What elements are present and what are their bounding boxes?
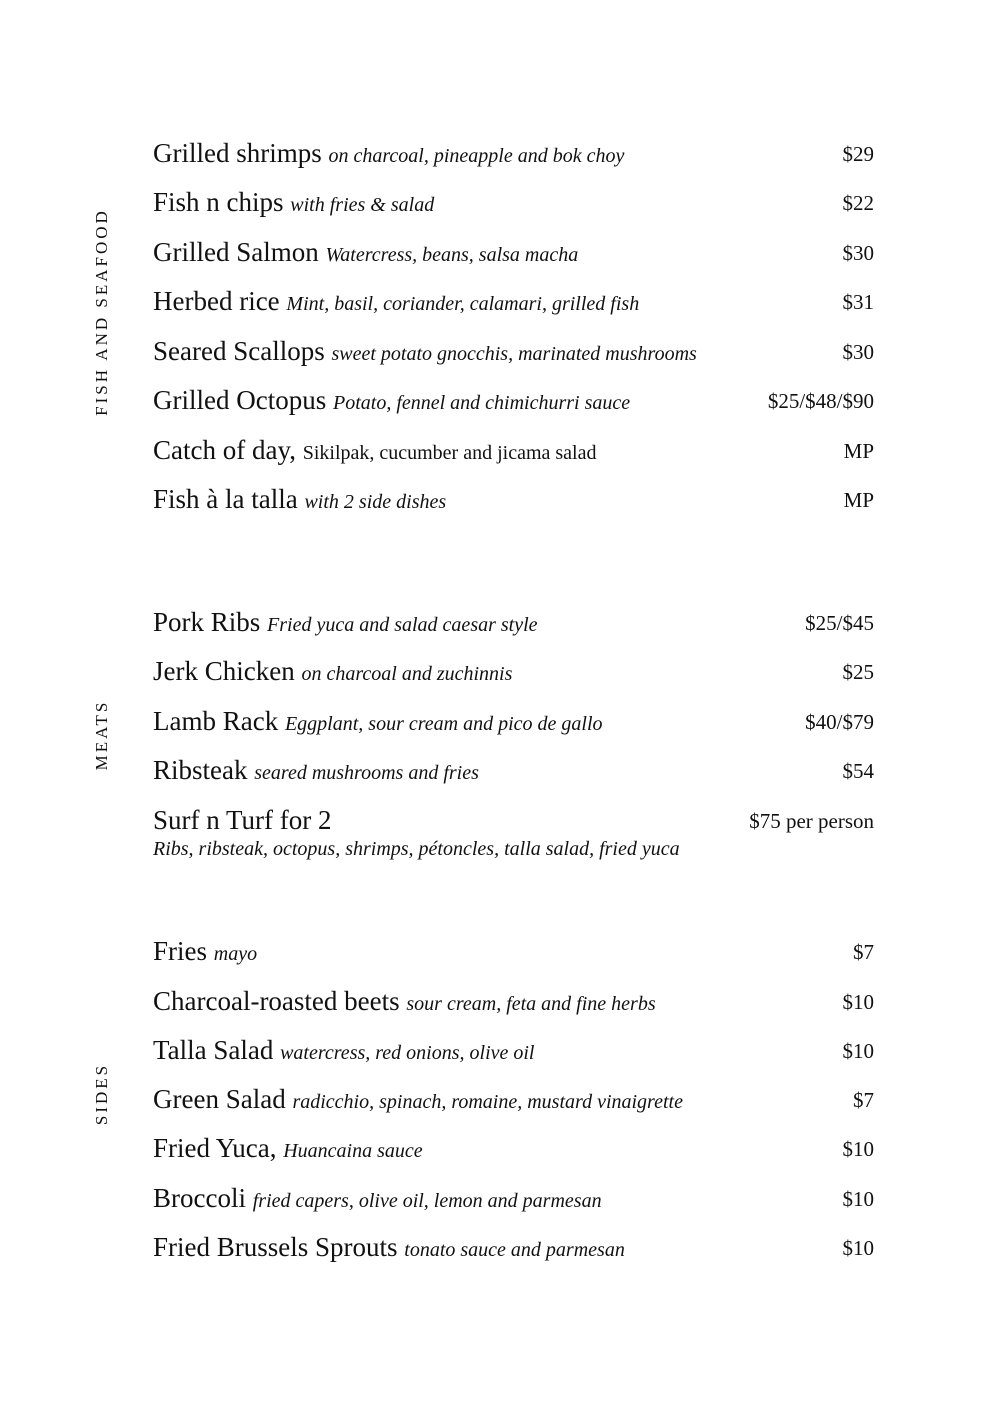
- menu-item: [153, 335, 874, 375]
- menu-item: [153, 754, 874, 794]
- item-price: $25/$48/$90: [767, 389, 874, 413]
- item-description: watercress, red onions, olive oil: [280, 1042, 535, 1064]
- item-name: Pork Ribs: [153, 607, 261, 637]
- item-name: Fish à la talla: [153, 484, 298, 514]
- menu-item: [153, 1034, 874, 1074]
- menu-item: [153, 186, 874, 226]
- menu-item: [153, 606, 874, 646]
- item-description: seared mushrooms and fries: [254, 762, 479, 784]
- item-name: Grilled shrimps: [153, 138, 322, 168]
- item-price: $10: [842, 1187, 874, 1211]
- menu-item: [153, 705, 874, 745]
- menu-item: [153, 1083, 874, 1123]
- item-name: Grilled Salmon: [153, 237, 319, 267]
- item-description: sweet potato gnocchis, marinated mushrooms: [331, 343, 697, 365]
- item-price: $25: [842, 660, 874, 684]
- item-description: Eggplant, sour cream and pico de gallo: [284, 713, 603, 735]
- item-name: Charcoal-roasted beets: [153, 986, 400, 1016]
- item-description: on charcoal, pineapple and bok choy: [328, 145, 625, 167]
- item-price: $75 per person: [749, 809, 874, 833]
- item-price: $10: [842, 1137, 874, 1161]
- item-name: Fries: [153, 936, 207, 966]
- item-price: $30: [842, 340, 874, 364]
- item-description: Sikilpak, cucumber and jicama salad: [302, 442, 597, 464]
- item-price: $30: [842, 241, 874, 265]
- item-description: Fried yuca and salad caesar style: [267, 614, 538, 636]
- menu-item: [153, 434, 874, 474]
- item-description: fried capers, olive oil, lemon and parmesan: [252, 1190, 602, 1212]
- item-price: $10: [842, 1236, 874, 1260]
- item-price: $10: [842, 1039, 874, 1063]
- item-name: Fried Yuca,: [153, 1133, 277, 1163]
- item-name: Green Salad: [153, 1084, 286, 1114]
- menu-item: [153, 137, 874, 177]
- menu-item: [153, 1231, 874, 1271]
- item-name: Broccoli: [153, 1183, 246, 1213]
- item-name: Grilled Octopus: [153, 385, 327, 415]
- menu-item: [153, 935, 874, 975]
- item-price: $7: [853, 940, 874, 964]
- item-description: tonato sauce and parmesan: [404, 1239, 625, 1261]
- item-description: Huancaina sauce: [283, 1140, 423, 1162]
- item-description: on charcoal and zuchinnis: [301, 663, 513, 685]
- menu-item: [153, 985, 874, 1025]
- section-label-meats: MEATS: [92, 699, 111, 771]
- menu-item: [153, 655, 874, 695]
- item-description: sour cream, feta and fine herbs: [406, 993, 656, 1015]
- item-name: Talla Salad: [153, 1035, 274, 1065]
- item-description: mayo: [213, 943, 258, 965]
- menu-item: [153, 1132, 874, 1172]
- item-description: Watercress, beans, salsa macha: [325, 244, 579, 266]
- item-price: $10: [842, 990, 874, 1014]
- item-name: Fish n chips: [153, 187, 284, 217]
- item-description: with 2 side dishes: [304, 491, 447, 513]
- item-price: $54: [842, 759, 874, 783]
- menu-item: [153, 384, 874, 424]
- item-description: Potato, fennel and chimichurri sauce: [332, 392, 631, 414]
- item-price: $40/$79: [805, 710, 874, 734]
- item-name: Ribsteak: [153, 755, 248, 785]
- menu-item: [153, 1182, 874, 1222]
- item-price: $31: [842, 290, 874, 314]
- item-description: radicchio, spinach, romaine, mustard vinaigrette: [292, 1091, 683, 1113]
- item-name: Jerk Chicken: [153, 656, 295, 686]
- menu-item: [153, 236, 874, 276]
- menu-item: [153, 483, 874, 523]
- item-name: Herbed rice: [153, 286, 280, 316]
- item-price: $7: [853, 1088, 874, 1112]
- item-price: MP: [843, 439, 874, 463]
- item-price: $29: [842, 142, 874, 166]
- item-price: $22: [842, 191, 874, 215]
- item-name: Seared Scallops: [153, 336, 325, 366]
- item-name: Lamb Rack: [153, 706, 279, 736]
- item-price: $25/$45: [805, 611, 874, 635]
- section-label-fish-and-seafood: FISH AND SEAFOOD: [92, 208, 111, 416]
- item-description: Mint, basil, coriander, calamari, grilled fish: [286, 293, 640, 315]
- item-price: MP: [843, 488, 874, 512]
- item-name: Catch of day,: [153, 435, 296, 465]
- section-label-sides: SIDES: [92, 1062, 111, 1126]
- menu-item: [153, 285, 874, 325]
- item-name: Surf n Turf for 2: [153, 805, 332, 835]
- item-description: Ribs, ribsteak, octopus, shrimps, pétoncles, talla salad, fried yuca: [153, 838, 680, 860]
- item-name: Fried Brussels Sprouts: [153, 1232, 398, 1262]
- item-description: with fries & salad: [290, 194, 435, 216]
